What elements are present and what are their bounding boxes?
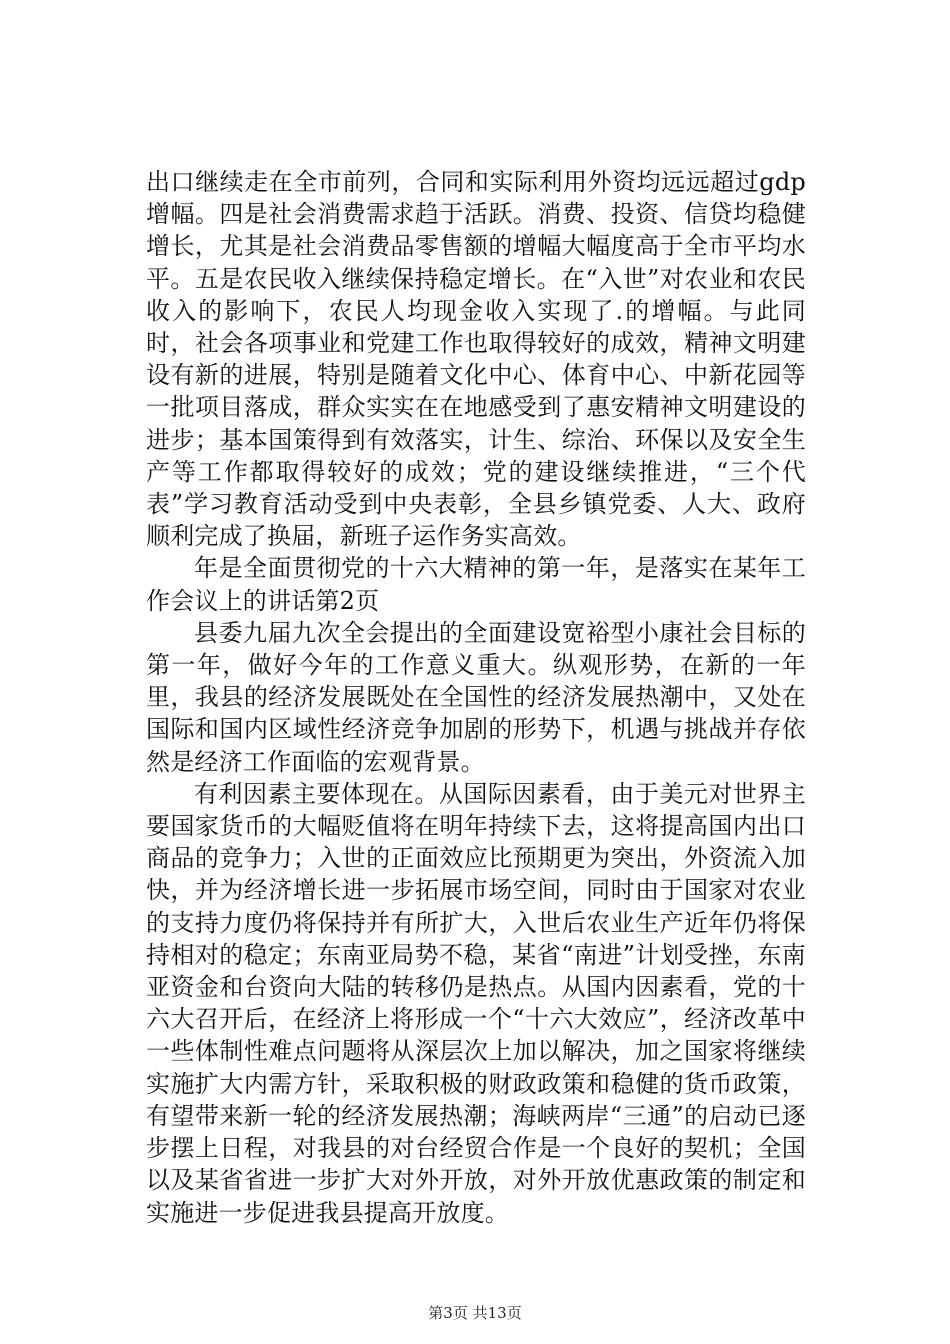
paragraph-continuation: 出口继续走在全市前列，合同和实际利用外资均远远超过gdp增幅。四是社会消费需求趋于活跃。消费、投资、信贷均稳健增长，尤其是社会消费品零售额的增幅大幅度高于全市平均水平。五是农民收入继续保持稳定增长。在“入世”对农业和农民收入的影响下，农民人均现金收入实现了.的增幅。与此同时，社会各项事业和党建工作也取得较好的成效，精神文明建设有新的进展，特别是随着文化中心、体育中心、中新花园等一批项目落成，群众实实在在地感受到了惠安精神文明建设的进步；基本国策得到有效落实，计生、综治、环保以及安全生产等工作都取得较好的成效；党的建设继续推进，“三个代表”学习教育活动受到中央表彰，全县乡镇党委、人大、政府顺利完成了换届，新班子运作务实高效。 (146, 168, 806, 551)
document-body (146, 166, 806, 1229)
paragraph-favorable-factors: 有利因素主要体现在。从国际因素看，由于美元对世界主要国家货币的大幅贬值将在明年持续下去，这将提高国内出口商品的竞争力；入世的正面效应比预期更为突出，外资流入加快，并为经济增长进一步拓展市场空间，同时由于国家对农业的支持力度仍将保持并有所扩大，入世后农业生产近年仍将保持相对的稳定；东南亚局势不稳，某省“南进”计划受挫，东南亚资金和台资向大陆的转移仍是热点。从国内因素看，党的十六大召开后，在经济上将形成一个“十六大效应”，经济改革中一些体制性难点问题将从深层次上加以解决，加之国家将继续实施扩大内需方针，采取积极的财政政策和稳健的货币政策，有望带来新一轮的经济发展热潮；海峡两岸“三通”的启动已逐步摆上日程，对我县的对台经贸合作是一个良好的契机；全国以及某省省进一步扩大对外开放，对外开放优惠政策的制定和实施进一步促进我县提高开放度。 (146, 779, 806, 1227)
paragraph-party-meeting: 县委九届九次全会提出的全面建设宽裕型小康社会目标的第一年，做好今年的工作意义重大。纵观形势，在新的一年里，我县的经济发展既处在全国性的经济发展热潮中，又处在国际和国内区域性经济竞争加剧的形势下，机遇与挑战并存依然是经济工作面临的宏观背景。 (146, 618, 806, 776)
page-footer: 第3页 共13页 (428, 1304, 522, 1322)
paragraph-year-intro: 年是全面贯彻党的十六大精神的第一年，是落实在某年工作会议上的讲话第2页 (146, 554, 806, 615)
